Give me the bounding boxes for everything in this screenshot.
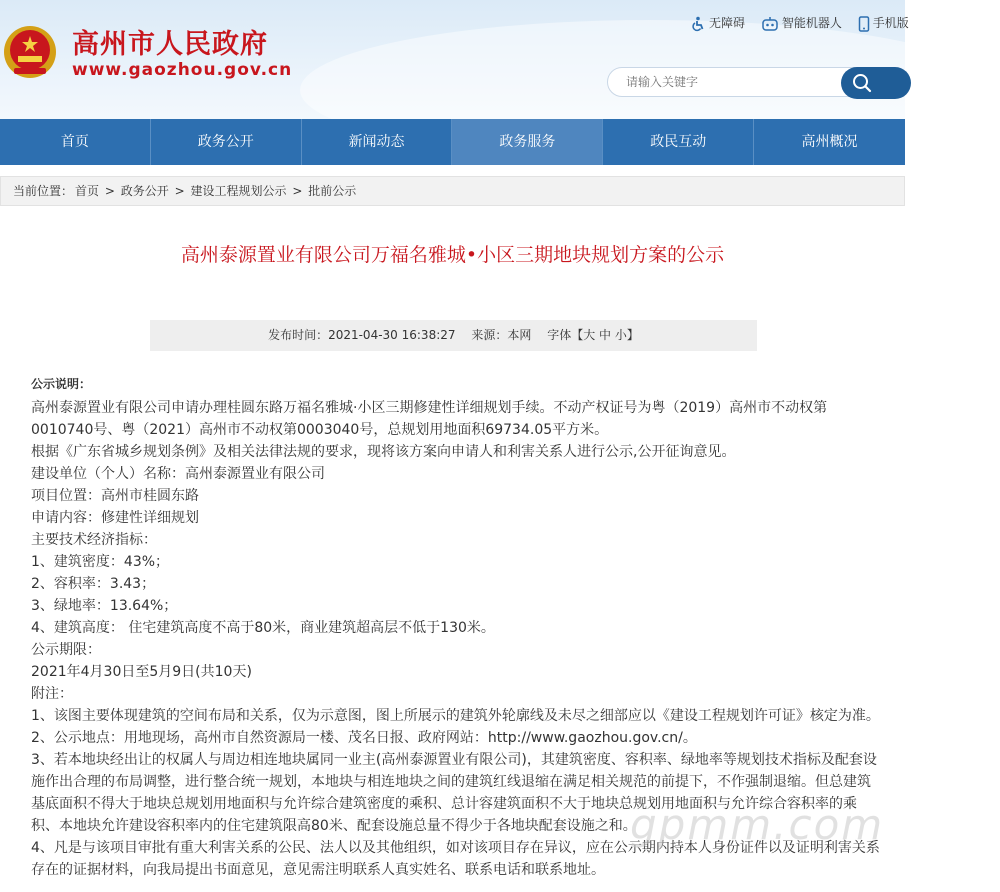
paragraph: 主要技术经济指标： <box>31 532 157 548</box>
mobile-icon <box>858 16 870 32</box>
breadcrumb-home[interactable]: 首页 <box>75 184 100 198</box>
article-title: 高州泰源置业有限公司万福名雅城•小区三期地块规划方案的公示 <box>180 244 725 266</box>
paragraph: 2、容积率：3.43； <box>31 576 156 592</box>
main-nav <box>0 119 905 165</box>
site-header <box>0 0 909 119</box>
paragraph: 建设单位（个人）名称：高州泰源置业有限公司 <box>31 466 325 482</box>
robot-icon <box>761 16 779 32</box>
accessibility-icon <box>690 16 706 32</box>
paragraph: 项目位置：高州市桂圆东路 <box>31 488 199 504</box>
nav-item-home[interactable]: 首页 <box>0 119 151 165</box>
font-size-small[interactable]: 小 <box>614 328 627 342</box>
breadcrumb-separator: > <box>104 184 115 198</box>
paragraph: 附注： <box>31 686 73 702</box>
robot-link[interactable] <box>761 14 842 32</box>
breadcrumb-separator: > <box>292 184 303 198</box>
mobile-label: 手机版 <box>872 16 909 30</box>
search-icon <box>851 72 873 94</box>
site-title: 高州市人民政府 <box>72 29 268 60</box>
search-button[interactable] <box>841 67 911 99</box>
paragraph: 高州泰源置业有限公司申请办理桂圆东路万福名雅城·小区三期修建性详细规划手续。不动产权证号为粤（2019）高州市不动权第0010740号、粤（2021）高州市不动权第0003040号，总规划用地面积69734.05平方米。 <box>31 400 828 438</box>
breadcrumb-prefix: 当前位置： <box>13 184 74 198</box>
watermark: gpmm.com <box>630 800 885 849</box>
search-box <box>607 67 905 99</box>
font-size-medium[interactable]: 中 <box>599 328 612 342</box>
paragraph: 申请内容：修建性详细规划 <box>31 510 199 526</box>
paragraph: 公示期限： <box>31 642 101 658</box>
paragraph: 根据《广东省城乡规划条例》及相关法律法规的要求，现将该方案向申请人和利害关系人进行公示,公开征询意见。 <box>31 444 736 460</box>
paragraph: 3、若本地块经出让的权属人与周边相连地块属同一业主(高州泰源置业有限公司)，其建筑密度、容积率、绿地率等规划技术指标及配套设施作出合理的布局调整，进行整合统一规划，本地块与相连地块之间的建筑红线退缩在满足相关规范的前提下，不作强制退缩。但总建筑基底面积不得大于地块总规划用地面积与允许综合建筑密度的乘积、总计容建筑面积不大于地块总规划用地面积与允许综合容积率的乘积、本地块允许建设容积率内的住宅建筑限高80米、配套设施总量不得少于各地块配套设施之和。 <box>31 752 877 834</box>
breadcrumb-government-affairs[interactable]: 政务公开 <box>120 184 169 198</box>
accessibility-label: 无障碍 <box>709 16 746 30</box>
breadcrumb-pre-approval[interactable]: 批前公示 <box>308 184 357 198</box>
font-size-control <box>547 328 639 342</box>
paragraph: 3、绿地率：13.64%； <box>31 598 178 614</box>
publish-time: 发布时间：2021-04-30 16:38:27 <box>268 328 456 342</box>
nav-item-interaction[interactable]: 政民互动 <box>603 119 754 165</box>
site-url: www.gaozhou.gov.cn <box>72 60 293 80</box>
paragraph: 4、建筑高度： 住宅建筑高度不高于80米，商业建筑超高层不低于130米。 <box>31 620 495 636</box>
robot-label: 智能机器人 <box>781 16 842 30</box>
nav-item-government-affairs[interactable]: 政务公开 <box>151 119 302 165</box>
article-meta <box>150 320 757 351</box>
nav-item-services[interactable]: 政务服务 <box>452 119 603 165</box>
font-size-label: 字体【 <box>547 328 584 342</box>
paragraph: 2021年4月30日至5月9日(共10天) <box>31 664 252 680</box>
search-input[interactable] <box>607 67 877 97</box>
font-size-large[interactable]: 大 <box>583 328 596 342</box>
mobile-link[interactable] <box>858 14 909 32</box>
breadcrumb <box>0 176 905 206</box>
national-emblem-icon <box>2 24 58 80</box>
article-source: 来源：本网 <box>471 328 532 342</box>
breadcrumb-separator: > <box>174 184 185 198</box>
nav-item-news[interactable]: 新闻动态 <box>302 119 453 165</box>
paragraph: 4、凡是与该项目审批有重大利害关系的公民、法人以及其他组织，如对该项目存在异议，应在公示期内持本人身份证件以及证明利害关系存在的证据材料，向我局提出书面意见，意见需注明联系人真实姓名、联系电话和联系地址。 <box>31 840 880 878</box>
accessibility-link[interactable] <box>690 14 745 32</box>
notice-label: 公示说明： <box>31 377 92 391</box>
paragraph: 1、该图主要体现建筑的空间布局和关系，仅为示意图，图上所展示的建筑外轮廓线及未尽之细部应以《建设工程规划许可证》核定为准。 <box>31 708 880 724</box>
nav-item-overview[interactable]: 高州概况 <box>801 134 858 150</box>
font-size-close: 】 <box>626 328 639 342</box>
top-links <box>690 14 920 32</box>
breadcrumb-planning-notice[interactable]: 建设工程规划公示 <box>190 184 287 198</box>
paragraph: 1、建筑密度：43%； <box>31 554 170 570</box>
paragraph: 2、公示地点：用地现场，高州市自然资源局一楼、茂名日报、政府网站：http://www.gaozhou.gov.cn/。 <box>31 730 697 746</box>
